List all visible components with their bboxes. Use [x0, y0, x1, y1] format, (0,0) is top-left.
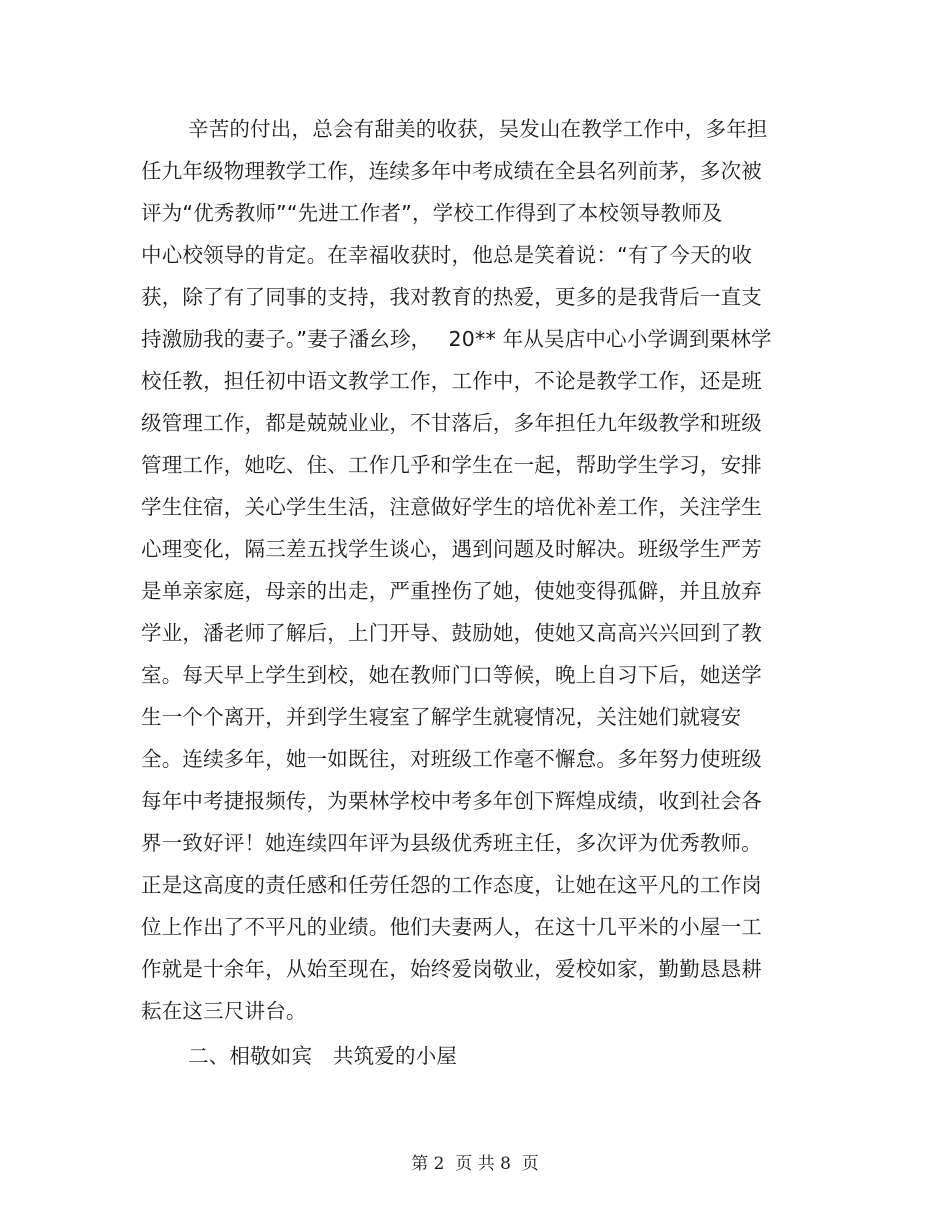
- paragraph-line: 辛苦的付出，总会有甜美的收获，吴发山在教学工作中，多年担: [188, 117, 768, 141]
- paragraph-line: 中心校领导的肯定。在幸福收获时，他总是笑着说：“有了今天的收: [141, 243, 753, 267]
- paragraph-line: 生一个个离开，并到学生寝室了解学生就寝情况，关注她们就寝安: [141, 705, 742, 729]
- paragraph-line: 持激励我的妻子。”妻子潘幺珍， 20** 年从吴店中心小学调到栗林学: [141, 327, 772, 351]
- paragraph-line: 位上作出了不平凡的业绩。他们夫妻两人，在这十几平米的小屋一工: [141, 915, 762, 939]
- paragraph-line: 校任教，担任初中语文教学工作，工作中，不论是教学工作，还是班: [141, 369, 762, 393]
- paragraph-line: 耘在这三尺讲台。: [141, 999, 307, 1023]
- paragraph-line: 级管理工作，都是兢兢业业，不甘落后，多年担任九年级教学和班级: [141, 411, 762, 435]
- paragraph-line: 室。每天早上学生到校，她在教师门口等候，晚上自习下后，她送学: [141, 663, 762, 687]
- page-footer: 第 2 页 共 8 页: [411, 1154, 539, 1174]
- paragraph-line: 心理变化，隔三差五找学生谈心，遇到问题及时解决。班级学生严芳: [141, 537, 762, 561]
- paragraph-line: 管理工作，她吃、住、工作几乎和学生在一起，帮助学生学习，安排: [141, 453, 762, 477]
- paragraph-line: 学业，潘老师了解后，上门开导、鼓励她，使她又高高兴兴回到了教: [141, 621, 762, 645]
- paragraph-line: 任九年级物理教学工作，连续多年中考成绩在全县名列前茅，多次被: [141, 159, 762, 183]
- paragraph-line: 界一致好评！她连续四年评为县级优秀班主任，多次评为优秀教师。: [141, 831, 762, 855]
- paragraph-line: 正是这高度的责任感和任劳任怨的工作态度，让她在这平凡的工作岗: [141, 873, 762, 897]
- paragraph-line: 是单亲家庭，母亲的出走，严重挫伤了她，使她变得孤僻，并且放弃: [141, 579, 762, 603]
- section-heading: 二、相敬如宾 共筑爱的小屋: [188, 1044, 458, 1068]
- paragraph-line: 全。连续多年，她一如既往，对班级工作毫不懈怠。多年努力使班级: [141, 747, 762, 771]
- paragraph-line: 评为“优秀教师”“先进工作者”，学校工作得到了本校领导教师及: [141, 201, 723, 225]
- paragraph-line: 获，除了有了同事的支持，我对教育的热爱，更多的是我背后一直支: [141, 285, 762, 309]
- paragraph-line: 学生住宿，关心学生生活，注意做好学生的培优补差工作，关注学生: [141, 495, 762, 519]
- paragraph-line: 作就是十余年，从始至现在，始终爱岗敬业，爱校如家，勤勤恳恳耕: [141, 957, 762, 981]
- paragraph-line: 每年中考捷报频传，为栗林学校中考多年创下辉煌成绩，收到社会各: [141, 789, 762, 813]
